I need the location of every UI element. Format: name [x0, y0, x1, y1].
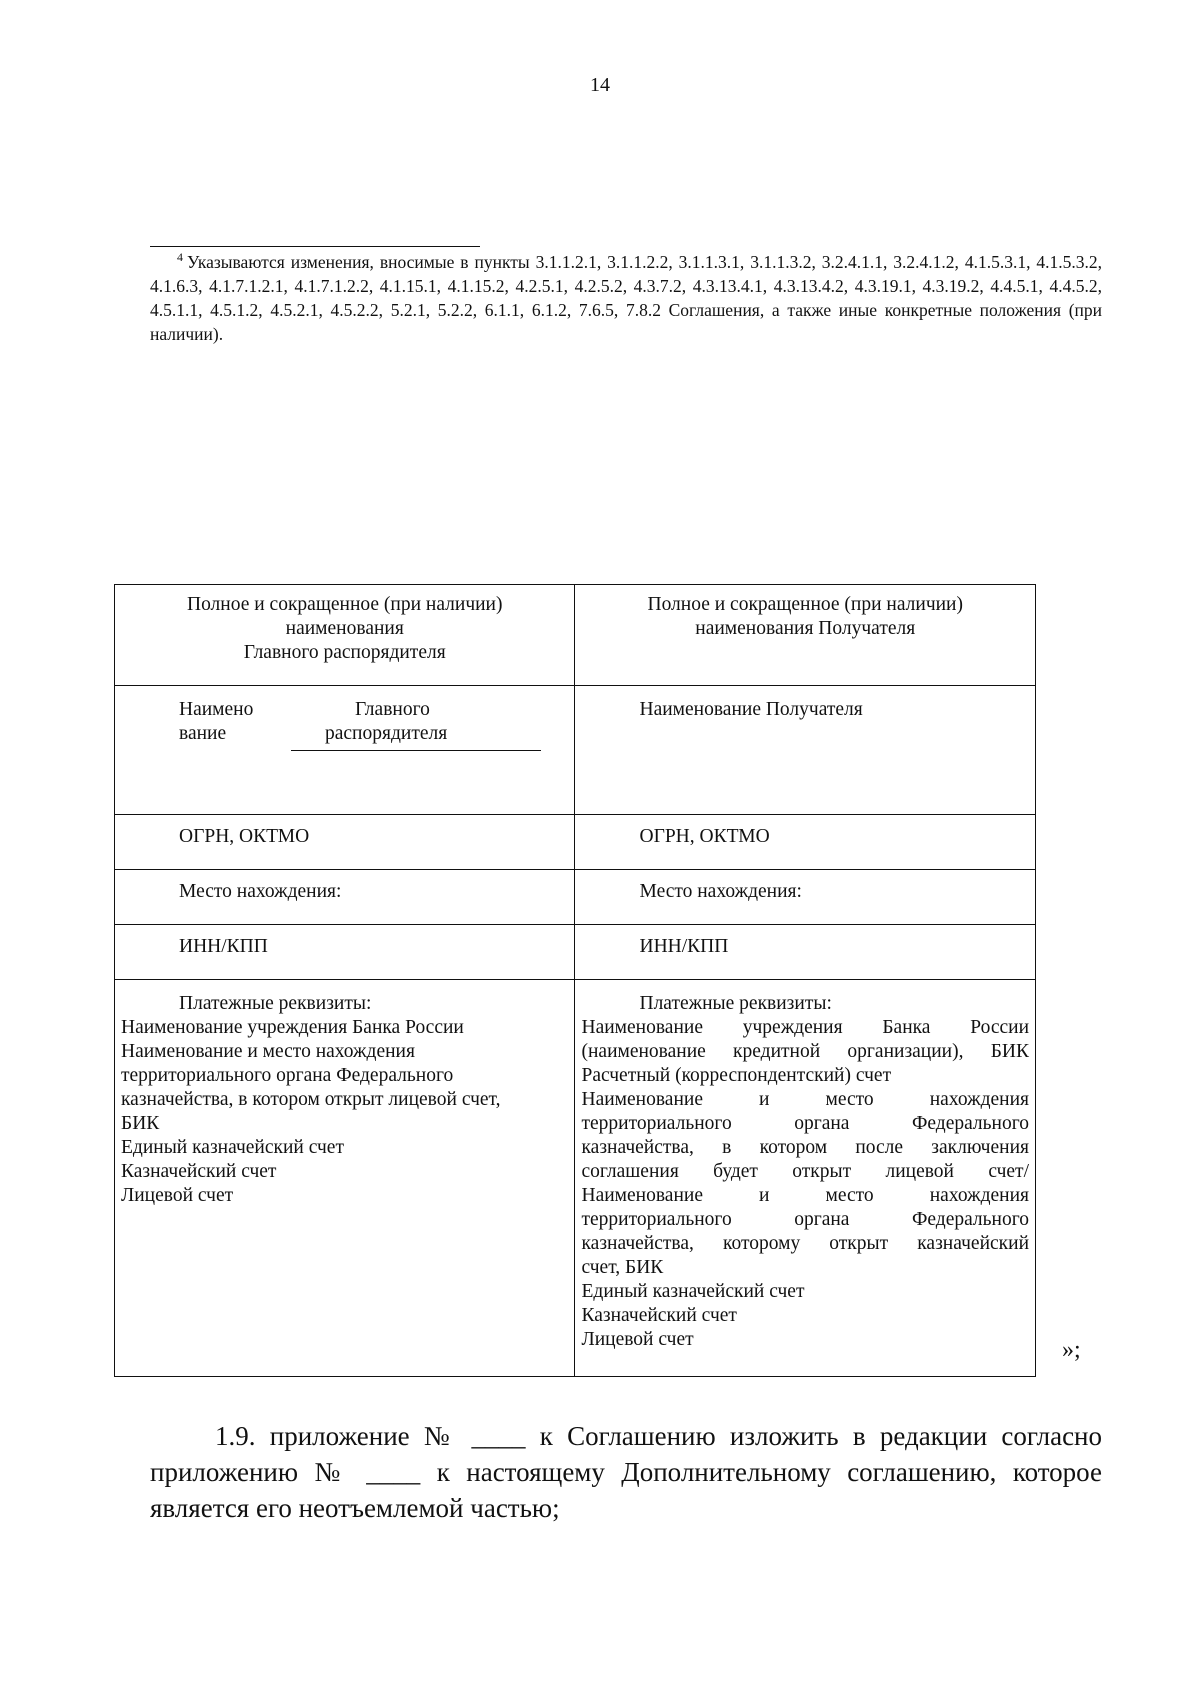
payment-right-line: Наименование и место нахождения: [581, 1089, 1029, 1110]
page-number: 14: [590, 74, 610, 96]
footnote-marker: 4: [177, 250, 183, 265]
name-left-part: вание: [179, 723, 227, 744]
header-left-cell: [115, 585, 575, 686]
header-left-line: наименования: [285, 618, 404, 639]
payment-left-line: Казначейский счет: [121, 1161, 277, 1182]
payment-right-cell: [575, 980, 1036, 1377]
inn-left-text: ИНН/КПП: [179, 936, 268, 957]
payment-right-line: Наименование и место нахождения: [581, 1185, 1029, 1206]
payment-left-line: Наименование учреждения Банка России: [121, 1017, 464, 1038]
table-row-ogrn: [115, 815, 1036, 870]
payment-left-line: Наименование и место нахождения: [121, 1041, 415, 1062]
payment-right-line: Наименование учреждения Банка России: [581, 1017, 1029, 1038]
payment-left-title: Платежные реквизиты:: [179, 993, 372, 1014]
header-left-line: Главного распорядителя: [243, 642, 446, 663]
payment-right-line: Расчетный (корреспондентский) счет: [581, 1065, 892, 1086]
header-right-line: Полное и сокращенное (при наличии): [647, 594, 963, 615]
payment-right-line: Казначейский счет: [581, 1305, 737, 1326]
payment-right-line: казначейства, которому открыт казначейский: [581, 1233, 1029, 1254]
payment-right-line: счет, БИК: [581, 1257, 664, 1278]
location-left-cell: [115, 870, 575, 925]
payment-right-line: территориального органа Федерального: [581, 1113, 1029, 1134]
payment-right-line: казначейства, в котором после заключения: [581, 1137, 1029, 1158]
payment-right-title: Платежные реквизиты:: [639, 993, 832, 1014]
location-right-cell: [575, 870, 1036, 925]
payment-left-line: БИК: [121, 1113, 160, 1134]
name-left-cell: [115, 686, 575, 815]
payment-left-line: казначейства, в котором открыт лицевой счет,: [121, 1089, 501, 1110]
name-left-part: Наимено: [179, 699, 254, 720]
inn-left-cell: [115, 925, 575, 980]
ogrn-left-cell: [115, 815, 575, 870]
table-row-inn: [115, 925, 1036, 980]
location-left-text: Место нахождения:: [179, 881, 342, 902]
payment-left-line: Лицевой счет: [121, 1185, 234, 1206]
name-left-part: Главного: [355, 699, 430, 720]
header-right-line: наименования Получателя: [695, 618, 916, 639]
table-row-name: [115, 686, 1036, 815]
inn-right-text: ИНН/КПП: [639, 936, 729, 957]
footnote-separator: [150, 246, 480, 247]
ogrn-left-text: ОГРН, ОКТМО: [179, 826, 310, 847]
header-left-line: Полное и сокращенное (при наличии): [186, 594, 503, 615]
payment-left-line: территориального органа Федерального: [121, 1065, 454, 1086]
closing-quote: »;: [1062, 1337, 1081, 1363]
table-row-location: [115, 870, 1036, 925]
footnote: [150, 250, 1102, 346]
table-row-payment: [115, 980, 1036, 1377]
name-left-part: распорядителя: [325, 723, 448, 744]
inn-right-cell: [575, 925, 1036, 980]
name-right-cell: Наименование Получателя: [575, 686, 1036, 815]
payment-right-line: (наименование кредитной организации), БИК: [581, 1041, 1029, 1062]
ogrn-right-text: ОГРН, ОКТМО: [639, 826, 770, 847]
payment-right-line: соглашения будет открыт лицевой счет/: [581, 1161, 1029, 1182]
ogrn-right-cell: [575, 815, 1036, 870]
signature-underline: [291, 750, 541, 751]
payment-right-line: Единый казначейский счет: [581, 1281, 805, 1302]
header-right-cell: [575, 585, 1036, 686]
requisites-table: [114, 584, 1036, 1377]
payment-left-line: Единый казначейский счет: [121, 1137, 344, 1158]
table-header-row: [115, 585, 1036, 686]
paragraph-1-9: 1.9. приложение № ____ к Соглашению изложить в редакции согласно приложению № ____ к настоящему Дополнительному соглашению, которое является его неотъемлемой частью;: [150, 1421, 1102, 1523]
payment-right-line: Лицевой счет: [581, 1329, 694, 1350]
payment-right-line: территориального органа Федерального: [581, 1209, 1029, 1230]
payment-left-cell: [115, 980, 575, 1377]
location-right-text: Место нахождения:: [639, 881, 802, 902]
footnote-text: Указываются изменения, вносимые в пункты 3.1.1.2.1, 3.1.1.2.2, 3.1.1.3.1, 3.1.1.3.2, 3.2.4.1.1, 3.2.4.1.2, 4.1.5.3.1, 4.1.5.3.2, 4.1.6.3, 4.1.7.1.2.1, 4.1.7.1.2.2, 4.1.15.1, 4.1.15.2, 4.2.5.1, 4.2.5.2, 4.3.7.2, 4.3.13.4.1, 4.3.13.4.2, 4.3.19.1, 4.3.19.2, 4.4.5.1, 4.4.5.2, 4.5.1.1, 4.5.1.2, 4.5.2.1, 4.5.2.2, 5.2.1, 5.2.2, 6.1.1, 6.1.2, 7.6.5, 7.8.2 Соглашения, а также иные конкретные положения (при наличии).: [150, 252, 1102, 344]
